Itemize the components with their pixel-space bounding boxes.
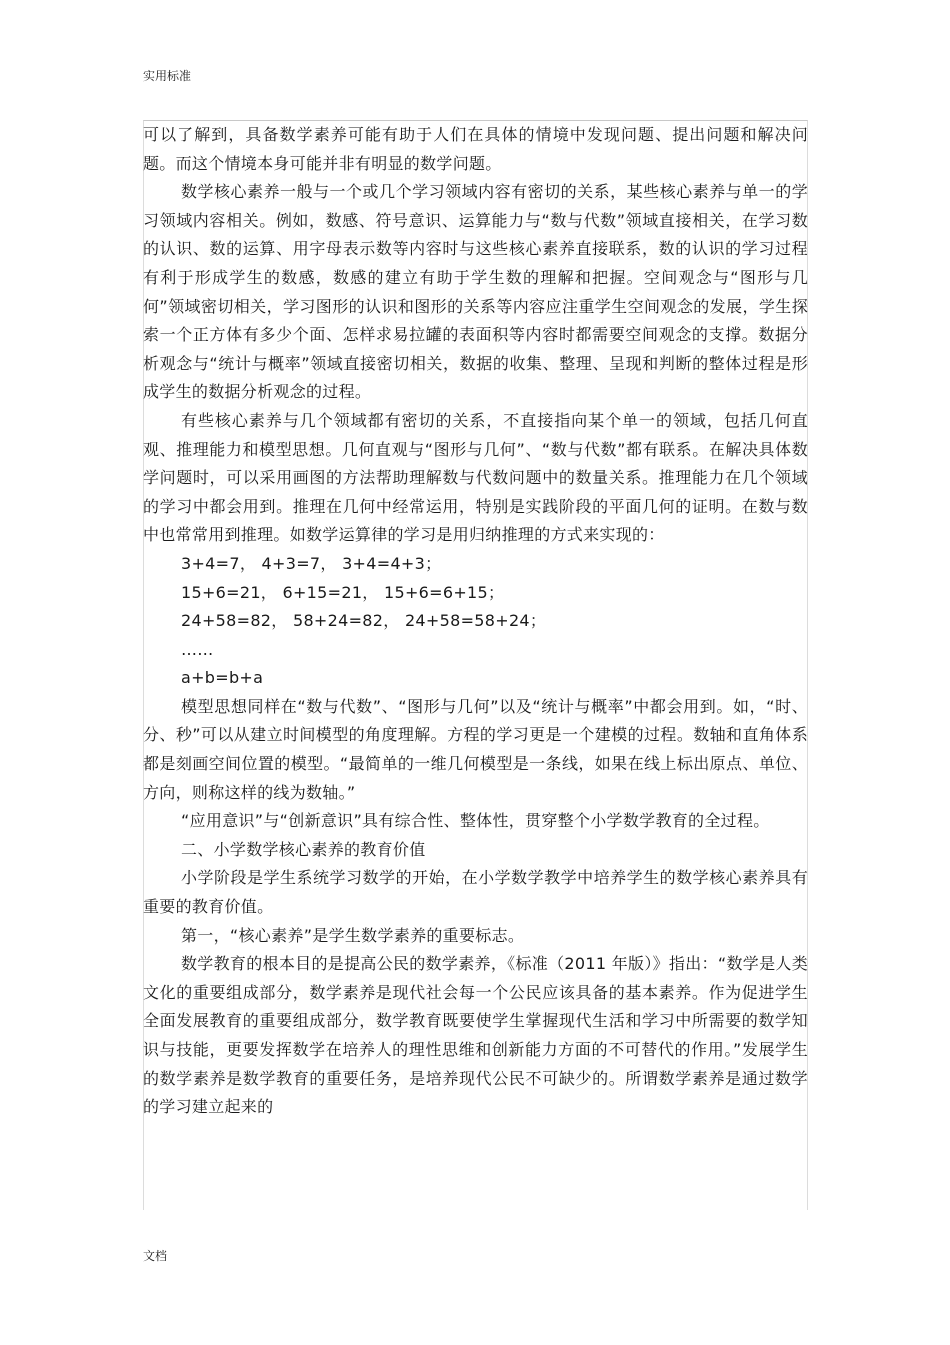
section-heading: 二、小学数学核心素养的教育价值 bbox=[181, 839, 426, 859]
paragraph: 可以了解到，具备数学素养可能有助于人们在具体的情境中发现问题、提出问题和解决问题。而这个情境本身可能并非有明显的数学问题。 bbox=[143, 125, 808, 173]
paragraph: 小学阶段是学生系统学习数学的开始，在小学数学教学中培养学生的数学核心素养具有重要的教育价值。 bbox=[143, 868, 808, 917]
formula-line: 24+58=82， 58+24=82， 24+58=58+24； bbox=[181, 611, 547, 631]
ellipsis-line: …… bbox=[181, 639, 214, 659]
formula-line: 3+4=7， 4+3=7， 3+4=4+3； bbox=[181, 553, 442, 573]
paragraph: 数学核心素养一般与一个或几个学习领域内容有密切的关系，某些核心素养与单一的学习领域内容相关。例如，数感、符号意识、运算能力与“数与代数”领域直接相关，在学习数的认识、数的运算、用字母表示数等内容时与这些核心素养直接联系，数的认识的学习过程有利于形成学生的数感，数感的建立有助于学生数的理解和把握。空间观念与“图形与几何”领域密切相关，学习图形的认识和图形的关系等内容应注重学生空间观念的发展，学生探索一个正方体有多少个面、怎样求易拉罐的表面积等内容时都需要空间观念的支撑。数据分析观念与“统计与概率”领域直接密切相关，数据的收集、整理、呈现和判断的整体过程是形成学生的数据分析观念的过程。 bbox=[143, 182, 808, 402]
body-text bbox=[143, 121, 808, 1122]
paragraph: 第一，“核心素养”是学生数学素养的重要标志。 bbox=[181, 925, 525, 945]
paragraph: 模型思想同样在“数与代数”、“图形与几何”以及“统计与概率”中都会用到。如，“时、分、秒”可以从建立时间模型的角度理解。方程的学习更是一个建模的过程。数轴和直角体系都是刻画空间位置的模型。“最简单的一维几何模型是一条线，如果在线上标出原点、单位、方向，则称这样的线为数轴。” bbox=[143, 696, 808, 802]
formula-line: a+b=b+a bbox=[181, 668, 264, 688]
formula-line: 15+6=21， 6+15=21， 15+6=6+15； bbox=[181, 582, 505, 602]
paragraph: 有些核心素养与几个领域都有密切的关系，不直接指向某个单一的领域，包括几何直观、推理能力和模型思想。几何直观与“图形与几何”、“数与代数”都有联系。在解决具体数学问题时，可以采用画图的方法帮助理解数与代数问题中的数量关系。推理能力在几个领域的学习中都会用到。推理在几何中经常运用，特别是实践阶段的平面几何的证明。在数与数中也常常用到推理。如数学运算律的学习是用归纳推理的方式来实现的： bbox=[143, 410, 808, 545]
page-header: 实用标准 bbox=[143, 69, 192, 83]
paragraph: 数学教育的根本目的是提高公民的数学素养，《标准（2011 年版）》指出：“数学是人类文化的重要组成部分，数学素养是现代社会每一个公民应该具备的基本素养。作为促进学生全面发展教育的重要组成部分，数学教育既要使学生掌握现代生活和学习中所需要的数学知识与技能，更要发挥数学在培养人的理性思维和创新能力方面的不可替代的作用。”发展学生的数学素养是数学教育的重要任务，是培养现代公民不可缺少的。所谓数学素养是通过数学的学习建立起来的 bbox=[143, 954, 808, 1117]
page-footer: 文档 bbox=[143, 1249, 168, 1263]
paragraph: “应用意识”与“创新意识”具有综合性、整体性，贯穿整个小学数学教育的全过程。 bbox=[181, 811, 770, 831]
